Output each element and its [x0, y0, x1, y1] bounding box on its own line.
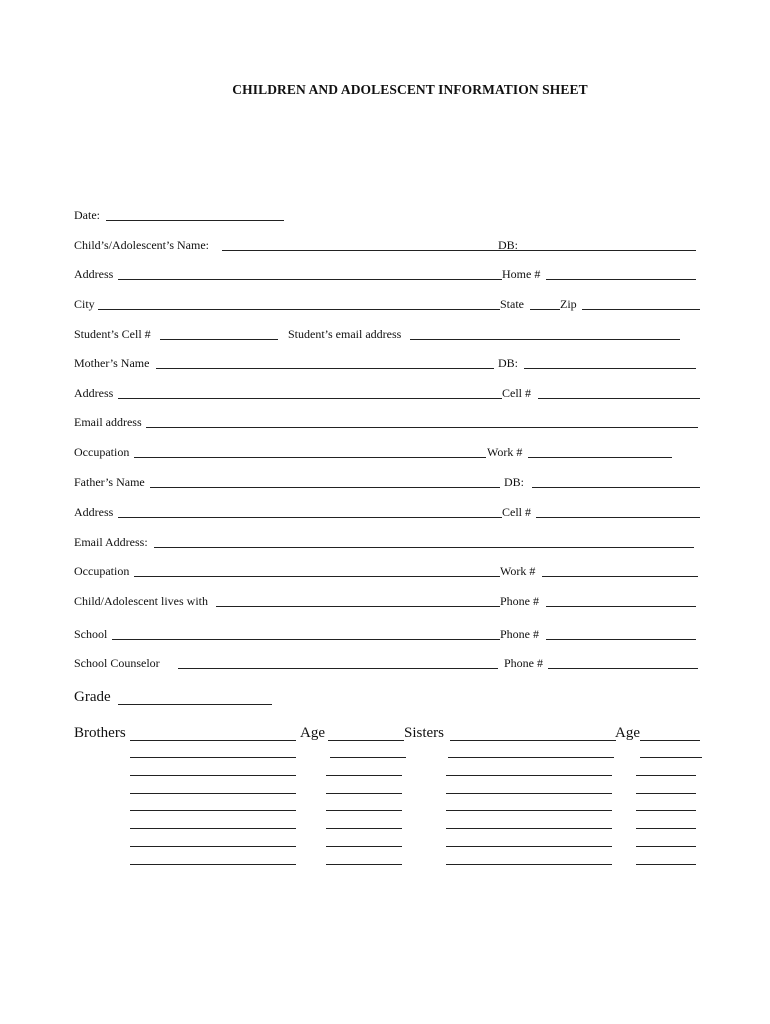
- zip-label: Zip: [560, 297, 577, 311]
- school-counselor-phone-label: Phone #: [504, 656, 543, 670]
- mother-work-label: Work #: [487, 445, 523, 459]
- lives-with-phone-label: Phone #: [500, 594, 539, 608]
- row-city-state-zip: [74, 297, 702, 313]
- row-school: [74, 627, 702, 643]
- sister-age-field-6[interactable]: [636, 828, 696, 829]
- mother-occupation-label: Occupation: [74, 445, 130, 459]
- student-email-label: Student’s email address: [288, 327, 402, 341]
- mother-db-field[interactable]: [524, 368, 696, 369]
- sister-name-field-5[interactable]: [446, 810, 612, 811]
- brother-name-field-1[interactable]: [130, 740, 296, 741]
- row-mother-email: [74, 415, 702, 431]
- brother-name-field-3[interactable]: [130, 775, 296, 776]
- father-work-label: Work #: [500, 564, 536, 578]
- brother-age-field-6[interactable]: [326, 828, 402, 829]
- page-title: CHILDREN AND ADOLESCENT INFORMATION SHEET: [232, 82, 588, 97]
- father-cell-label: Cell #: [502, 505, 531, 519]
- brother-age-field-5[interactable]: [326, 810, 402, 811]
- brother-age-field-4[interactable]: [326, 793, 402, 794]
- city-label: City: [74, 297, 95, 311]
- father-name-label: Father’s Name: [74, 475, 145, 489]
- brother-name-field-7[interactable]: [130, 846, 296, 847]
- brothers-label: Brothers: [74, 725, 126, 741]
- sister-name-field-4[interactable]: [446, 793, 612, 794]
- brother-age-field-7[interactable]: [326, 846, 402, 847]
- sister-age-field-2[interactable]: [640, 757, 702, 758]
- school-counselor-phone-field[interactable]: [548, 668, 698, 669]
- row-father-name: [74, 475, 702, 491]
- grade-field[interactable]: [118, 704, 272, 705]
- state-field[interactable]: [530, 309, 560, 310]
- mother-email-label: Email address: [74, 415, 142, 429]
- brothers-age-label: Age: [300, 725, 325, 741]
- sister-name-field-1[interactable]: [450, 740, 616, 741]
- grade-label: Grade: [74, 689, 111, 705]
- row-mother-address: [74, 386, 702, 402]
- row-address-home: [74, 267, 702, 283]
- father-db-field[interactable]: [532, 487, 700, 488]
- brother-name-field-2[interactable]: [130, 757, 296, 758]
- father-occupation-label: Occupation: [74, 564, 130, 578]
- father-db-label: DB:: [504, 475, 525, 489]
- address-field[interactable]: [118, 279, 502, 280]
- city-field[interactable]: [98, 309, 500, 310]
- home-phone-label: Home #: [502, 267, 541, 281]
- father-name-field[interactable]: [150, 487, 500, 488]
- mother-cell-field[interactable]: [538, 398, 700, 399]
- brother-age-field-8[interactable]: [326, 864, 402, 865]
- sister-age-field-8[interactable]: [636, 864, 696, 865]
- brother-age-field-2[interactable]: [330, 757, 406, 758]
- sister-name-field-6[interactable]: [446, 828, 612, 829]
- school-field[interactable]: [112, 639, 500, 640]
- row-mother-name: [74, 356, 702, 372]
- mother-address-label: Address: [74, 386, 114, 400]
- sister-name-field-2[interactable]: [448, 757, 614, 758]
- student-cell-field[interactable]: [160, 339, 278, 340]
- row-date: [74, 208, 702, 224]
- date-label: Date:: [74, 208, 100, 222]
- sister-age-field-4[interactable]: [636, 793, 696, 794]
- mother-name-label: Mother’s Name: [74, 356, 150, 370]
- child-db-field[interactable]: [526, 250, 696, 251]
- row-mother-occupation: [74, 445, 702, 461]
- brother-name-field-5[interactable]: [130, 810, 296, 811]
- school-phone-label: Phone #: [500, 627, 539, 641]
- mother-db-label: DB:: [498, 356, 519, 370]
- child-db-label: DB:: [498, 238, 519, 252]
- father-address-label: Address: [74, 505, 114, 519]
- sister-name-field-3[interactable]: [446, 775, 612, 776]
- row-child-name: [74, 238, 702, 254]
- address-label: Address: [74, 267, 114, 281]
- brother-age-field-1[interactable]: [328, 740, 404, 741]
- sisters-label: Sisters: [404, 725, 445, 741]
- row-father-address: [74, 505, 702, 521]
- child-name-label: Child’s/Adolescent’s Name:: [74, 238, 209, 252]
- father-cell-field[interactable]: [536, 517, 700, 518]
- row-father-email: [74, 535, 702, 551]
- lives-with-field[interactable]: [216, 606, 500, 607]
- sister-age-field-5[interactable]: [636, 810, 696, 811]
- school-counselor-field[interactable]: [178, 668, 498, 669]
- lives-with-phone-field[interactable]: [546, 606, 696, 607]
- school-counselor-label: School Counselor: [74, 656, 160, 670]
- zip-field[interactable]: [582, 309, 700, 310]
- mother-occupation-field[interactable]: [134, 457, 486, 458]
- sisters-age-label: Age: [615, 725, 640, 741]
- mother-email-field[interactable]: [146, 427, 698, 428]
- row-father-occupation: [74, 564, 702, 580]
- brother-name-field-6[interactable]: [130, 828, 296, 829]
- row-student-contact: [74, 327, 702, 343]
- father-address-field[interactable]: [118, 517, 502, 518]
- father-email-field[interactable]: [154, 547, 694, 548]
- row-lives-with: [74, 594, 702, 610]
- school-label: School: [74, 627, 108, 641]
- student-cell-label: Student’s Cell #: [74, 327, 151, 341]
- brother-name-field-8[interactable]: [130, 864, 296, 865]
- sister-age-field-1[interactable]: [640, 740, 700, 741]
- sister-age-field-7[interactable]: [636, 846, 696, 847]
- father-email-label: Email Address:: [74, 535, 148, 549]
- date-field[interactable]: [106, 220, 284, 221]
- mother-cell-label: Cell #: [502, 386, 531, 400]
- student-email-field[interactable]: [410, 339, 680, 340]
- home-phone-field[interactable]: [546, 279, 696, 280]
- mother-work-field[interactable]: [528, 457, 672, 458]
- brother-name-field-4[interactable]: [130, 793, 296, 794]
- brother-age-field-3[interactable]: [326, 775, 402, 776]
- father-work-field[interactable]: [542, 576, 698, 577]
- sister-name-field-8[interactable]: [446, 864, 612, 865]
- sister-age-field-3[interactable]: [636, 775, 696, 776]
- father-occupation-field[interactable]: [134, 576, 500, 577]
- state-label: State: [500, 297, 524, 311]
- lives-with-label: Child/Adolescent lives with: [74, 594, 208, 608]
- sister-name-field-7[interactable]: [446, 846, 612, 847]
- school-phone-field[interactable]: [546, 639, 696, 640]
- mother-name-field[interactable]: [156, 368, 494, 369]
- mother-address-field[interactable]: [118, 398, 502, 399]
- row-school-counselor: [74, 656, 702, 672]
